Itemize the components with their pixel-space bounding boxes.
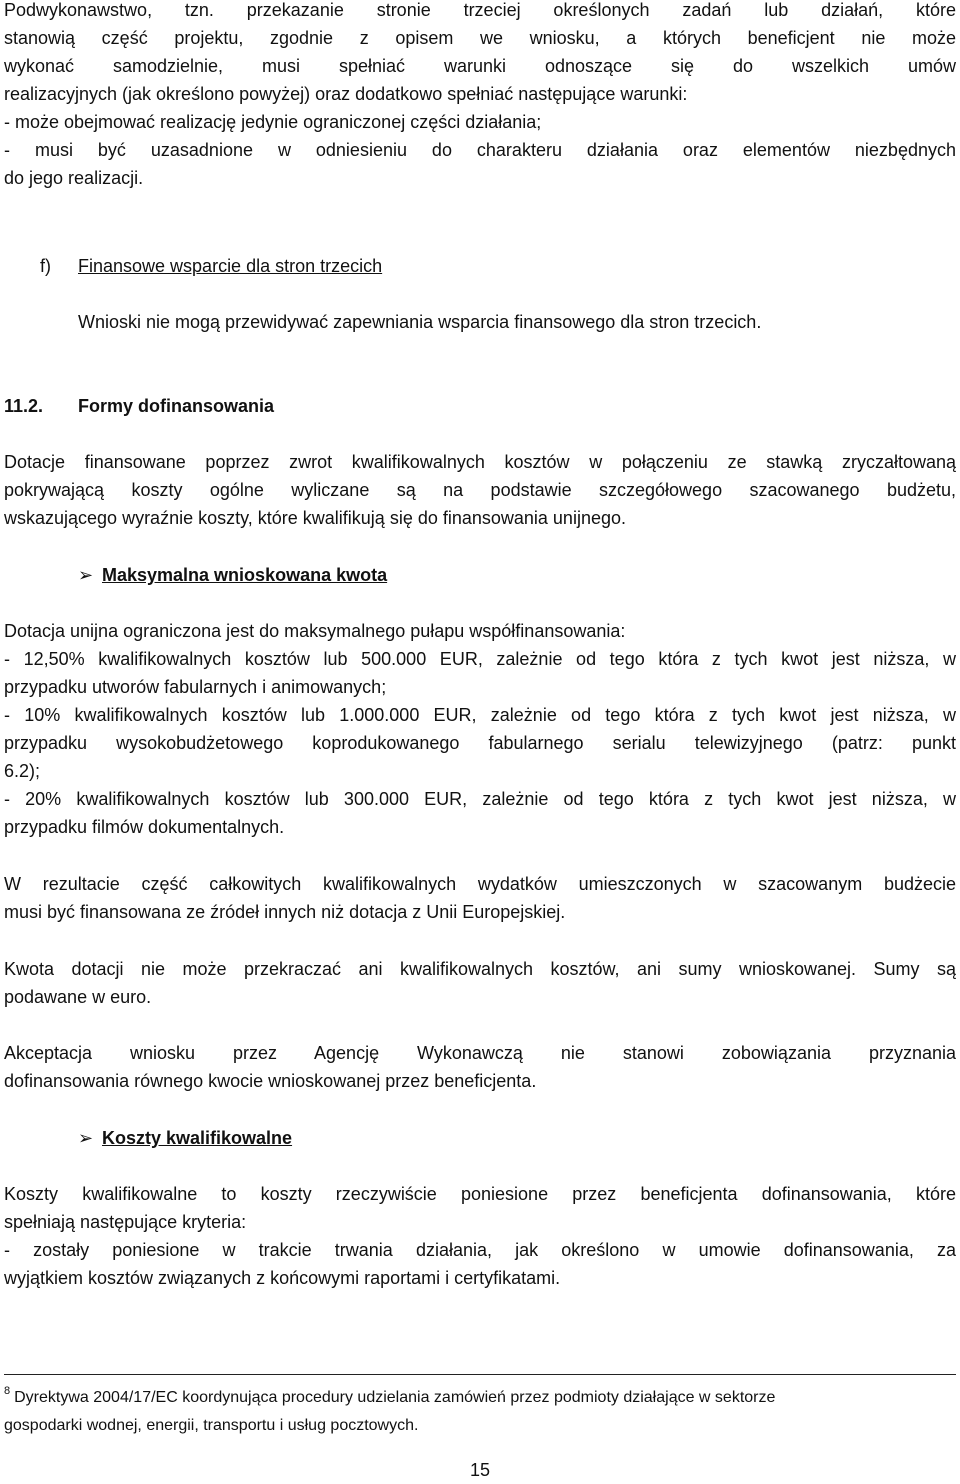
text-line: - musi być uzasadnione w odniesieniu do charakteru działania oraz elementów niezbędnych [4, 140, 956, 160]
max-amount-list [4, 617, 956, 841]
text-line: - może obejmować realizację jedynie ograniczonej części działania; [4, 112, 542, 132]
max-amount-title: Maksymalna wnioskowana kwota [102, 565, 388, 585]
section-number: 11.2. [4, 396, 44, 416]
text-line: musi być finansowana ze źródeł innych niż dotacja z Unii Europejskiej. [4, 902, 566, 922]
section-f-heading [40, 252, 382, 280]
section-title: Formy dofinansowania [78, 396, 275, 416]
text-line: pokrywającą koszty ogólne wyliczane są na podstawie szczegółowego szacowanego budżetu, [4, 480, 956, 500]
footnote [4, 1384, 956, 1440]
footnote-line: $^8$ Dyrektywa 2004/17/EC koordynująca procedury udzielania zamówień przez podmioty działające w sektorze [4, 1385, 776, 1406]
text-line: stanowią część projektu, zgodnie z opisem we wniosku, a których beneficjent nie może [4, 28, 956, 48]
subcontracting-paragraph [4, 0, 956, 192]
footnote-marker: 8 [4, 1385, 11, 1397]
eligible-costs-heading [78, 1124, 292, 1152]
text-line: spełniają następujące kryteria: [4, 1212, 247, 1232]
funding-forms-paragraph [4, 448, 956, 532]
text-line: Podwykonawstwo, tzn. przekazanie stronie trzeciej określonych zadań lub działań, które [4, 0, 956, 20]
text-line: wyjątkiem kosztów związanych z końcowymi raportami i certyfikatami. [4, 1268, 561, 1288]
text-line: przypadku wysokobudżetowego koprodukowanego fabularnego serialu telewizyjnego (patrz: punkt [4, 733, 956, 753]
text-line: W rezultacie część całkowitych kwalifikowalnych wydatków umieszczonych w szacowanym budżecie [4, 874, 956, 894]
section-11-2-heading [4, 392, 274, 420]
text-line: przypadku utworów fabularnych i animowanych; [4, 677, 387, 697]
text-line: przypadku filmów dokumentalnych. [4, 817, 285, 837]
text-line: realizacyjnych (jak określono powyżej) oraz dodatkowo spełniać następujące warunki: [4, 84, 688, 104]
text-line: - 10% kwalifikowalnych kosztów lub 1.000.000 EUR, zależnie od tego która z tych kwot jest niższa, w [4, 705, 956, 725]
eligible-costs-title: Koszty kwalifikowalne [102, 1128, 293, 1148]
text-line: wskazującego wyraźnie koszty, które kwalifikują się do finansowania unijnego. [4, 508, 626, 528]
arrow-bullet-icon: ➢ [78, 1128, 94, 1148]
arrow-bullet-icon: ➢ [78, 565, 94, 585]
text-line: Dotacje finansowane poprzez zwrot kwalifikowalnych kosztów w połączeniu ze stawką zryczałtowaną [4, 452, 956, 472]
acceptance-paragraph [4, 1039, 956, 1095]
page-number: 15 [469, 1460, 491, 1480]
text-line: Koszty kwalifikowalne to koszty rzeczywiście poniesione przez beneficjenta dofinansowania, które [4, 1184, 956, 1204]
eligible-costs-paragraph [4, 1180, 956, 1292]
result-paragraph [4, 870, 956, 926]
text-line: podawane w euro. [4, 987, 152, 1007]
text-line: - 20% kwalifikowalnych kosztów lub 300.000 EUR, zależnie od tego która z tych kwot jest niższa, w [4, 789, 956, 809]
footnote-line: gospodarki wodnej, energii, transportu i usług pocztowych. [4, 1417, 419, 1434]
text-line: - zostały poniesione w trakcie trwania działania, jak określono w umowie dofinansowania, za [4, 1240, 956, 1260]
text-line: do jego realizacji. [4, 168, 144, 188]
amount-paragraph [4, 955, 956, 1011]
text-line: 6.2); [4, 761, 41, 781]
section-f-title: Finansowe wsparcie dla stron trzecich [78, 256, 383, 276]
section-f-letter: f) [40, 256, 51, 276]
max-amount-heading [78, 561, 387, 589]
text-line: - 12,50% kwalifikowalnych kosztów lub 500.000 EUR, zależnie od tego która z tych kwot jest niższa, w [4, 649, 956, 669]
text-line: dofinansowania równego kwocie wnioskowanej przez beneficjenta. [4, 1071, 537, 1091]
text-line: Dotacja unijna ograniczona jest do maksymalnego pułapu współfinansowania: [4, 621, 626, 641]
footnote-separator [4, 1374, 956, 1375]
text-line: wykonać samodzielnie, musi spełniać warunki odnoszące się do wszelkich umów [4, 56, 956, 76]
text-line: Akceptacja wniosku przez Agencję Wykonawczą nie stanowi zobowiązania przyznania [4, 1043, 956, 1063]
text-line: Kwota dotacji nie może przekraczać ani kwalifikowalnych kosztów, ani sumy wnioskowanej. Sumy są [4, 959, 956, 979]
section-f-body: Wnioski nie mogą przewidywać zapewniania wsparcia finansowego dla stron trzecich. [78, 312, 762, 332]
